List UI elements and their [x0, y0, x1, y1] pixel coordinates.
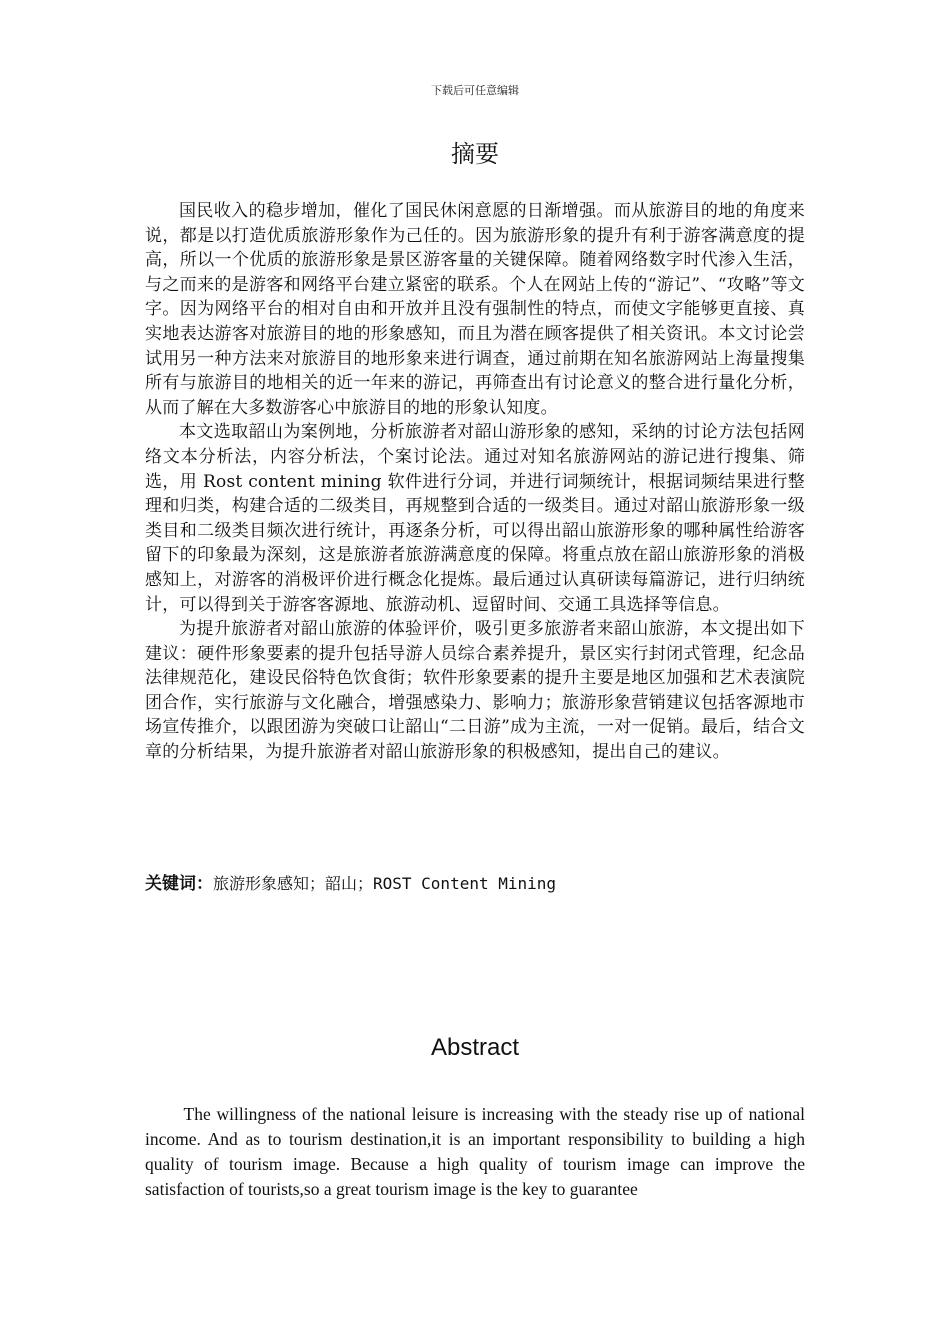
- abstract-title-en: Abstract: [430, 1034, 520, 1061]
- abstract-body-en: [145, 1102, 805, 1202]
- keywords-text: 旅游形象感知；韶山；ROST Content Mining: [213, 874, 557, 893]
- abstract-cn-paragraph-2: 本文选取韶山为案例地，分析旅游者对韶山游形象的感知，采纳的讨论方法包括网络文本分析法，内容分析法，个案讨论法。通过对知名旅游网站的游记进行搜集、筛选，用 Rost content mining 软件进行分词，并进行词频统计，根据词频结果进行整理和归类，构建合适的二级类目，再规整到合适的一级类目。通过对韶山旅游形象一级类目和二级类目频次进行统计，再逐条分析，可以得出韶山旅游形象的哪种属性给游客留下的印象最为深刻，这是旅游者旅游满意度的保障。将重点放在韶山旅游形象的消极感知上，对游客的消极评价进行概念化提炼。最后通过认真研读每篇游记，进行归纳统计，可以得到关于游客客源地、旅游动机、逗留时间、交通工具选择等信息。: [145, 422, 805, 615]
- abstract-cn-paragraph-1: 国民收入的稳步增加，催化了国民休闲意愿的日渐增强。而从旅游目的地的角度来说，都是以打造优质旅游形象作为己任的。因为旅游形象的提升有利于游客满意度的提高，所以一个优质的旅游形象是景区游客量的关键保障。随着网络数字时代渗入生活，与之而来的是游客和网络平台建立紧密的联系。个人在网站上传的“游记”、“攻略”等文字。因为网络平台的相对自由和开放并且没有强制性的特点，而使文字能够更直接、真实地表达游客对旅游目的地的形象感知，而且为潜在顾客提供了相关资讯。本文讨论尝试用另一种方法来对旅游目的地形象来进行调查，通过前期在知名旅游网站上海量搜集所有与旅游目的地相关的近一年来的游记，再筛查出有讨论意义的整合进行量化分析，从而了解在大多数游客心中旅游目的地的形象认知度。: [145, 201, 805, 418]
- abstract-cn-paragraph-3: 为提升旅游者对韶山旅游的体验评价，吸引更多旅游者来韶山旅游，本文提出如下建议：硬件形象要素的提升包括导游人员综合素养提升，景区实行封闭式管理，纪念品法律规范化，建设民俗特色饮食街；软件形象要素的提升主要是地区加强和艺术表演院团合作，实行旅游与文化融合，增强感染力、影响力；旅游形象营销建议包括客源地市场宣传推介，以跟团游为突破口让韶山“二日游”成为主流，一对一促销。最后，结合文章的分析结果，为提升旅游者对韶山旅游形象的积极感知，提出自己的建议。: [145, 619, 805, 763]
- page-header-note: 下载后可任意编辑: [431, 84, 519, 97]
- keywords-label: 关键词：: [145, 874, 213, 894]
- abstract-en-paragraph-1: The willingness of the national leisure is increasing with the steady rise up of national income. And as to tourism destination,it is an important responsibility to building a high quality of tourism image. Because a high quality of tourism image can improve the satisfaction of tourists,so a great tourism image is the key to guarantee: [145, 1104, 805, 1199]
- abstract-body-cn: [145, 199, 805, 765]
- abstract-title-cn: 摘要: [451, 140, 499, 168]
- keywords-line: [145, 872, 805, 896]
